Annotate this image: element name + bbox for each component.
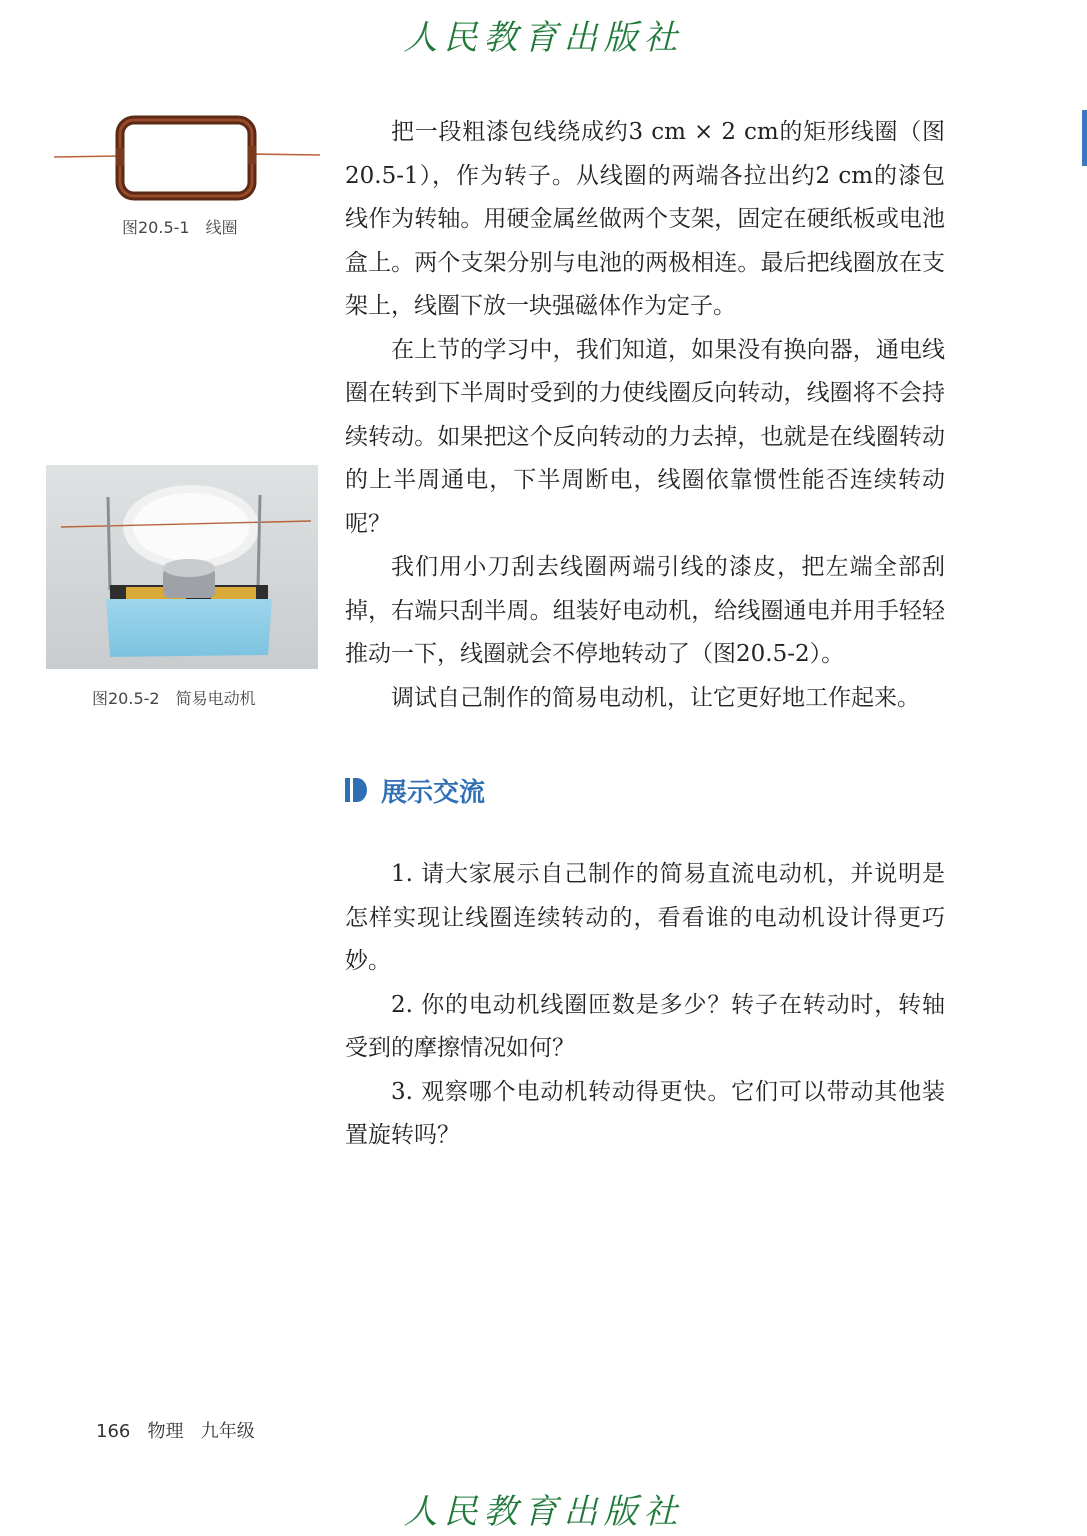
- page-footer: [96, 1417, 255, 1443]
- grade-label: 九年级: [200, 1421, 255, 1442]
- figure-caption-simple-motor: 图20.5-2 简易电动机: [92, 689, 256, 708]
- paragraph: 在上节的学习中，我们知道，如果没有换向器，通电线圈在转到下半周时受到的力使线圈反向转动，线圈将不会持续转动。如果把这个反向转动的力去掉，也就是在线圈转动的上半周通电，下半周断电，线圈依靠惯性能否连续转动呢？: [345, 336, 945, 537]
- page-number: 166: [96, 1421, 131, 1442]
- list-item: 1. 请大家展示自己制作的简易直流电动机，并说明是怎样实现让线圈连续转动的，看看谁的电动机设计得更巧妙。: [345, 861, 945, 974]
- subject-label: 物理: [147, 1421, 184, 1442]
- discussion-list: [345, 853, 945, 1158]
- coil-image: [52, 112, 322, 204]
- paragraph: 调试自己制作的简易电动机，让它更好地工作起来。: [391, 684, 920, 711]
- section-title: 展示交流: [381, 777, 486, 808]
- publisher-watermark-top: 人民教育出版社: [403, 18, 684, 58]
- body-text-main: [345, 111, 945, 720]
- paragraph: 把一段粗漆包线绕成约3 cm × 2 cm的矩形线圈（图20.5-1），作为转子。从线圈的两端各拉出约2 cm的漆包线作为转轴。用硬金属丝做两个支架，固定在硬纸板或电池盒上。两个支架分别与电池的两极相连。最后把线圈放在支架上，线圈下放一块强磁体作为定子。: [345, 119, 945, 319]
- paragraph: 我们用小刀刮去线圈两端引线的漆皮，把左端全部刮掉，右端只刮半周。组装好电动机，给线圈通电并用手轻轻推动一下，线圈就会不停地转动了（图20.5-2）。: [345, 554, 945, 667]
- list-item: 2. 你的电动机线圈匝数是多少？转子在转动时，转轴受到的摩擦情况如何？: [345, 991, 945, 1061]
- publisher-watermark-bottom: 人民教育出版社: [403, 1492, 684, 1532]
- section-marker-icon: [345, 778, 367, 802]
- simple-motor-photo: [46, 465, 318, 669]
- page-edge-tab: [1082, 110, 1087, 166]
- section-heading: [345, 770, 485, 810]
- list-item: 3. 观察哪个电动机转动得更快。它们可以带动其他装置旋转吗？: [345, 1078, 945, 1148]
- figure-caption-coil: 图20.5-1 线圈: [122, 218, 238, 237]
